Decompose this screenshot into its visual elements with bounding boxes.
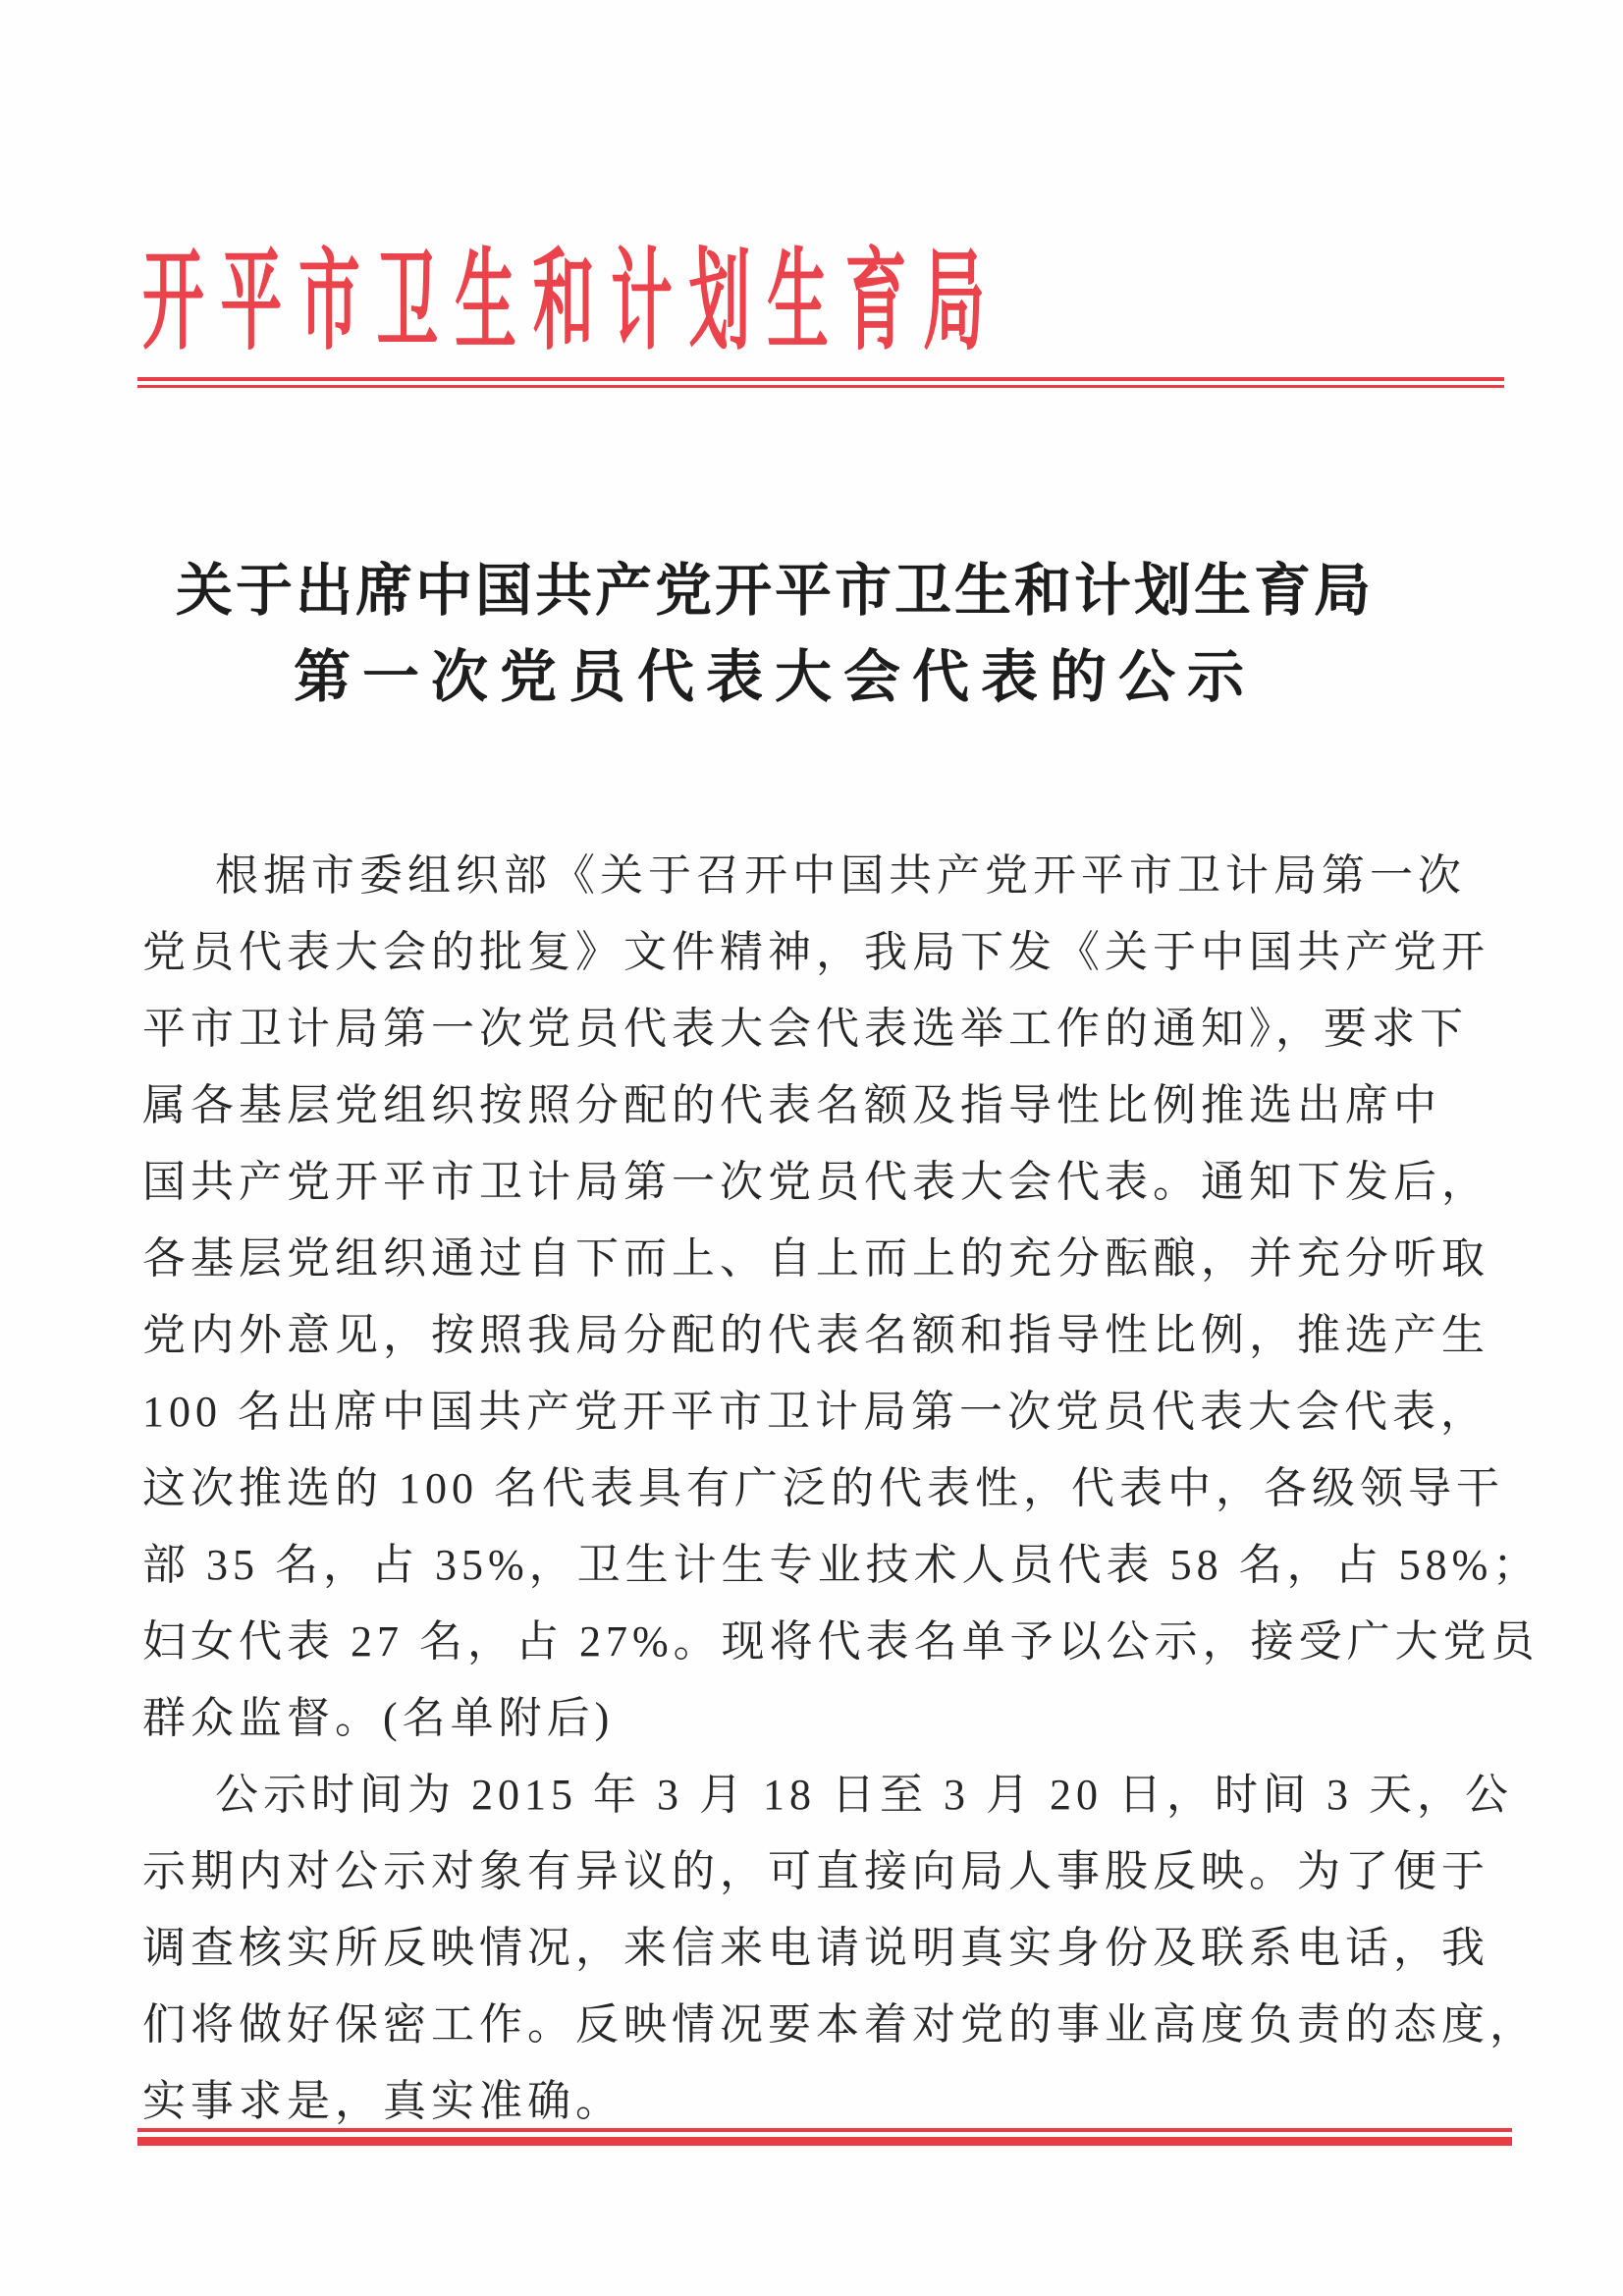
document-title [98, 548, 1451, 721]
body-line: 属各基层党组织按照分配的代表名额及指导性比例推选出席中 [142, 1081, 1441, 1129]
document-title-line-2: 第一次党员代表大会代表的公示 [293, 645, 1256, 709]
letterhead-title: 开平市卫生和计划生育局 [142, 242, 1001, 363]
document-title-line-1: 关于出席中国共产党开平市卫生和计划生育局 [175, 559, 1374, 623]
body-line: 国共产党开平市卫计局第一次党员代表大会代表。通知下发后， [142, 1158, 1489, 1206]
body-line: 平市卫计局第一次党员代表大会代表选举工作的通知》，要求下 [142, 1005, 1468, 1053]
body-line: 党员代表大会的批复》文件精神，我局下发《关于中国共产党开 [142, 928, 1489, 976]
body-line: 这次推选的 100 名代表具有广泛的代表性，代表中，各级领导干 [142, 1464, 1504, 1512]
body-line: 妇女代表 27 名，占 27%。现将代表名单予以公示，接受广大党员 [142, 1617, 1540, 1666]
body-line: 部 35 名，占 35%，卫生计生专业技术人员代表 58 名，占 58%； [142, 1541, 1542, 1589]
body-line: 们将做好保密工作。反映情况要本着对党的事业高度负责的态度， [142, 2000, 1538, 2049]
body-line: 群众监督。(名单附后) [142, 1694, 615, 1742]
footer-rule [137, 2128, 1512, 2146]
body-line: 示期内对公示对象有异议的，可直接向局人事股反映。为了便于 [142, 1847, 1489, 1895]
footer-rule-bottom-line [137, 2137, 1512, 2146]
header-rule [137, 377, 1504, 388]
body-line: 100 名出席中国共产党开平市卫计局第一次党员代表大会代表， [142, 1388, 1488, 1436]
header-rule-bottom-line [137, 385, 1504, 388]
body-line: 调查核实所反映情况，来信来电请说明真实身份及联系电话，我 [142, 1924, 1489, 1972]
body-line: 党内外意见，按照我局分配的代表名额和指导性比例，推选产生 [142, 1311, 1489, 1359]
body-line: 各基层党组织通过自下而上、自上而上的充分酝酿，并充分听取 [142, 1234, 1489, 1283]
document-body [142, 838, 1542, 2140]
body-line: 公示时间为 2015 年 3 月 18 日至 3 月 20 日，时间 3 天，公 [215, 1771, 1513, 1819]
body-line: 实事求是，真实准确。 [142, 2077, 623, 2125]
body-line: 根据市委组织部《关于召开中国共产党开平市卫计局第一次 [215, 851, 1466, 900]
